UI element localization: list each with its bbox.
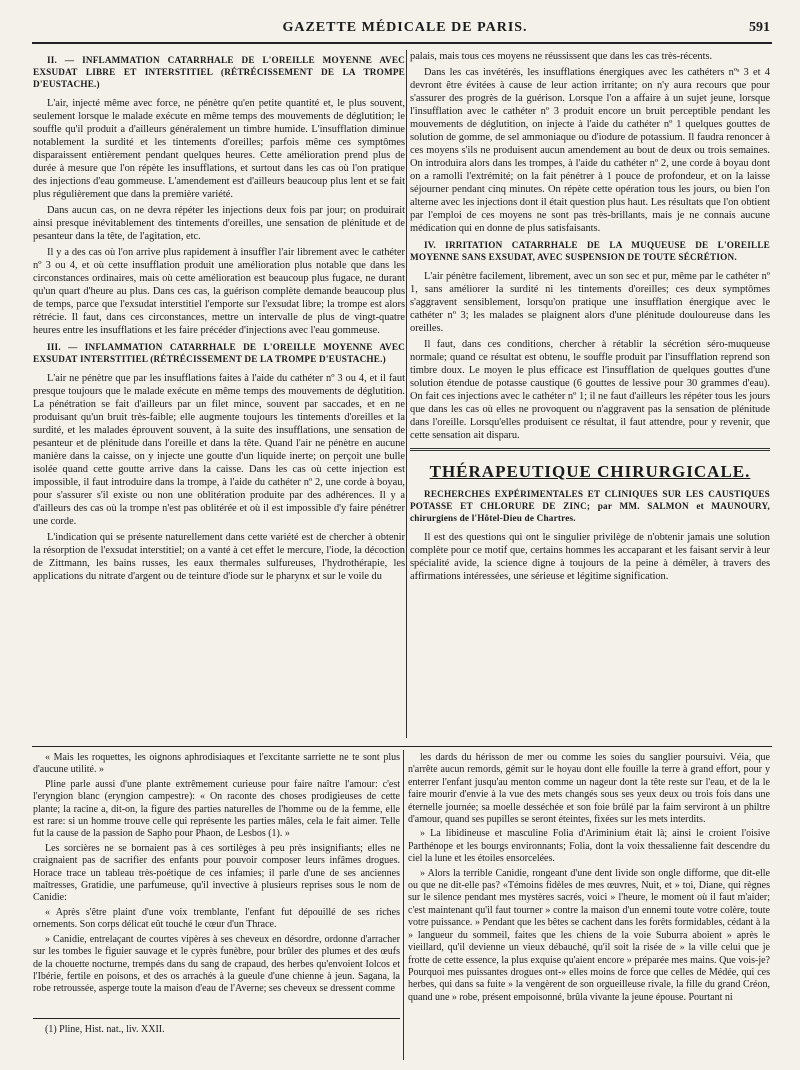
right-column [410,50,770,750]
footnote-rule [33,1018,400,1019]
page-header [40,20,770,42]
paragraph: Dans aucun cas, on ne devra répéter les injections deux fois par jour; on produirait ainsi presque inévitablement des tintements d'oreilles, une sensation de plénitude et de pesanteur dans la tête, de l'agitation, etc. [33,205,405,242]
section-2-heading: II. — INFLAMMATION CATARRHALE DE L'OREILLE MOYENNE AVEC EXSUDAT LIBRE ET INTERSTITIEL (RÉTRÉCISSEMENT DE LA TROMPE D'EUSTACHE.) [33,55,405,89]
paragraph: » La libidineuse et masculine Folia d'Ariminium était là; ainsi le croient l'oisive Parthénope et les bourgs environnants; Folia, dont la voix thessalienne fait descendre du ciel la lune et les étoiles ensorcelées. [408,828,770,865]
article-heading: RECHERCHES EXPÉRIMENTALES ET CLINIQUES SUR LES CAUSTIQUES POTASSE ET CHLORURE DE ZINC; par MM. SALMON et MAUNOURY, chirurgiens de l'Hôtel-Dieu de Chartres. [410,489,770,523]
column-divider [406,50,407,738]
paragraph: Il faut, dans ces conditions, chercher à rétablir la sécrétion séro-muqueuse normale; quand ce résultat est obtenu, le souffle produit par l'insufflation reprend son timbre doux. Le moyen le plus efficace est l'insufflation de quelques gouttes d'une solution étendue de potasse caustique (6 gouttes de lessive pour 30 grammes d'eau). On fait ces injections avec le cathéter nº 1; il ne faut d'ailleurs les répéter tous les jours que dans les cas où elles ne provoquent ou n'aggravent pas la sensation de plénitude dans l'oreille. Lorsqu'elles produisent ce résultat, il faut attendre, pour y revenir, que cette sensation ait disparu. [410,339,770,441]
footnote: (1) Pline, Hist. nat., liv. XXII. [45,1024,165,1035]
feuilleton-left-column [33,752,400,1014]
paragraph: L'air ne pénètre que par les insufflations faites à l'aide du cathéter nº 3 ou 4, et il faut presque toujours que le malade exécute en même temps des mouvements de déglutition. La pénétration se fait d'ailleurs par un filet mince, souvent par saccades, et en ne produisant qu'un bruit très-faible; elle augmente toujours les tintements d'oreilles et la surdité, et les malades éprouvent souvent, à la suite des insufflations, une sensation de pesanteur et de plénitude dans l'oreille et dans la tête. Quand l'air ne pénètre en aucune manière dans la caisse, on y injecte une goutte d'un liquide inerte; on perçoit une bulle isolée quand cette goutte arrive dans la caisse. Dans les cas où cette injection est impossible, il faut introduire dans la trompe, à l'aide du cathéter nº 2, une corde à boyau, pour s'assurer s'il existe ou non une oblitération produite par des adhérences. Il y a d'ailleurs des cas où la trompe n'est pas oblitérée et où il est impossible d'y faire pénétrer une corde. [33,373,405,527]
paragraph: palais, mais tous ces moyens ne réussissent que dans les cas très-récents. [410,51,713,62]
paragraph: « Mais les roquettes, les oignons aphrodisiaques et l'excitante sarriette ne te sont plus d'aucune utilité. » [33,752,400,776]
paragraph: Il y a des cas où l'on arrive plus rapidement à insuffler l'air librement avec le cathéter nº 3 ou 4, et où cette insufflation produit une amélioration plus notable que dans les circonstances ordinaires, mais où cette amélioration est beaucoup plus fugace, ne durant qu'un quart d'heure au plus. Dans ces cas, la guérison complète demande beaucoup plus de temps, parce que l'exsudat interstitiel l'emporte sur l'exsudat libre; la trompe est alors rétrécie. Il faut, dans ces circonstances, mettre un intervalle de plus de vingt-quatre heures entre les insufflations et les faire précéder d'injections avec l'eau gommeuse. [33,247,405,336]
paragraph: Dans les cas invétérés, les insufflations énergiques avec les cathéters nºˢ 3 et 4 devront être évitées à cause de leur action irritante; on n'y aura recours que pour s'assurer des progrès de la guérison. Lorsque l'on a affaire à un sujet jeune, lorsque l'insufflation avec le cathéter nº 3 produit encore un bruit perceptible pendant les mouvements de déglutition, on injecte à l'aide du cathéter nº 1 quelques gouttes de solution de gomme, de sel ammoniaque ou d'iodure de potassium. Il faudra renoncer à ces moyens s'ils ne produisent aucun amendement au bout de deux ou trois semaines. On introduira alors dans les trompes, à l'aide du cathéter nº 2, une corde à boyau dont on a ramolli l'extrémité; on la fait pénétrer à 1 pouce de profondeur, et on la laisse séjourner pendant cinq minutes. On répète cette opération tous les jours, ou bien l'on alterne avec les injections dont il était question plus haut. Les résultats que l'on obtient par l'emploi de ces moyens ne sont pas très-brillants, mais je ne connais aucune médication qui en donne de plus satisfaisants. [410,67,770,234]
section-4-heading: IV. IRRITATION CATARRHALE DE LA MUQUEUSE DE L'OREILLE MOYENNE SANS EXSUDAT, AVEC SUSPENSION DE TOUTE SÉCRÉTION. [410,240,770,262]
header-rule [32,42,772,44]
paragraph: les dards du hérisson de mer ou comme les soies du sanglier poursuivi. Véia, que n'arrête aucun remords, gémit sur le hoyau dont elle fouille la terre à grand effort, pour y enterrer l'enfant jusqu'au menton comme un nageur dont la tête reste sur l'eau, et de la le faire mourir d'envie à la vue des mets changés sous ses yeux deux ou trois fois dans une éternelle journée; sa moelle desséchée et son foie brûlé par la faim serviront à un philtre d'amour, quand ses pupilles se seront éteintes, fixées sur les mets interdits. [408,752,770,826]
feuilleton-divider [403,750,404,1060]
left-column [33,50,405,750]
paragraph: » Canidie, entrelaçant de courtes vipères à ses cheveux en désordre, ordonne d'arracher sur les tombes le figuier sauvage et le cyprès funèbre, pour brûler des plumes et des œufs de la chouette nocturne, trempés dans du sang de crapaud, des herbes qu'envoient Iolcos et l'Ibérie, fertile en poisons, et des os arrachés à la gueule d'une chienne à jeun. Sagana, la robe retroussée, asperge toute la maison d'eau de l'Averne; ses cheveux se dressent comme [33,933,400,995]
journal-title: GAZETTE MÉDICALE DE PARIS. [282,20,528,35]
section-divider [410,448,770,451]
paragraph: Les sorcières ne se bornaient pas à ces sortilèges à peu près insignifiants; elles ne craignaient pas de sacrifier des enfants pour pouvoir composer leurs infâmes drogues. Horace trace un tableau très-poétique de ces infamies; il parle d'une de ses anciennes maîtresses, Gratidie, une parfumeuse, qu'il invective à plusieurs reprises sous le nom de Canidie: [33,842,400,904]
paragraph: Pline parle aussi d'une plante extrêmement curieuse pour faire naître l'amour: c'est l'eryngion blanc (eryngion campestre): « On raconte des choses prodigieuses de cette plante; la racine a, dit-on, la figure des parties naturelles de l'homme ou de la femme, elle est rare: si un homme trouve celle qui représente les parties mâles, cela le fait aimer. Telle fut la cause de la passion de Sapho pour Phaon, de Lesbos (1). » [33,778,400,840]
page-number: 591 [749,20,770,35]
surgical-section-title: THÉRAPEUTIQUE CHIRURGICALE. [429,462,751,481]
paragraph: « Après s'être plaint d'une voix tremblante, l'enfant fut dépouillé de ses riches ornements. Son corps délicat eût touché le cœur d'un Thrace. [33,906,400,931]
paragraph: Il est des questions qui ont le singulier privilège de n'obtenir jamais une solution complète pour ce motif que, certains hommes les accaparant et les faisant servir à leur spécialité avide, la science digne à toujours de la peine à démêler, à travers des affirmations intéressées, une sérieuse et légitime signification. [410,532,770,582]
feuilleton-right-column [408,752,770,1052]
paragraph: L'air pénètre facilement, librement, avec un son sec et pur, même par le cathéter nº 1, sans améliorer la surdité ni les tintements d'oreilles; ces deux symptômes s'aggravent sensiblement, lorsqu'on pratique une insufflation énergique avec le cathéter nº 3; les malades se plaignent alors d'une plénitude douloureuse dans les oreilles. [410,271,770,334]
feuilleton-rule [32,746,772,747]
paragraph: L'air, injecté même avec force, ne pénètre qu'en petite quantité et, le plus souvent, seulement lorsque le malade exécute en même temps des mouvements de déglutition; le souffle qu'il produit a d'ailleurs généralement un timbre humide. L'insufflation diminue notablement la surdité et les tintements d'oreilles; parfois même ces symptômes disparaissent entièrement pendant quelques heures. Cette amélioration prend plus de durée à mesure que l'on répète les insufflations, et surtout dans les cas où l'on pratique des injections d'eau gommeuse. L'amendement est d'ailleurs beaucoup plus lent et se fait plus régulièrement que dans la première variété. [33,98,405,200]
section-3-heading: III. — INFLAMMATION CATARRHALE DE L'OREILLE MOYENNE AVEC EXSUDAT INTERSTITIEL (RÉTRÉCISSEMENT DE LA TROMPE D'EUSTACHE.) [33,342,405,364]
paragraph: » Alors la terrible Canidie, rongeant d'une dent livide son ongle difforme, que dit-elle ou que ne dit-elle pas? «Témoins fidèles de mes œuvres, Nuit, et » toi, Diane, qui règnes sur le silence pendant mes mystères sacrés, voici » l'heure, le moment où il faut m'aider; c'est maintenant qu'il faut tourner » contre la maison d'un ennemi toute votre colère, toute votre puissance. » Pendant que les bêtes se cachent dans les forêts formidables, cédant à la » langueur du sommeil, faites que les chiens de la voie Suburra aboient » après le vieillard, qu'il devienne un vieux débauché, qu'il soit la risée de » la ville celui que je frotte de cette essence, la plus exquise qu'aient encore » préparée mes mains. Que vois-je? Pourquoi mes puissantes drogues ont-» elles moins de force que celles de Médée, qui ces herbes, qui dans sa fuite » la vengèrent de son orgueilleuse rivale, la fille du grand Créon, quand une » robe, présent empoisonné, brûla vivante la jeune épouse. Pourtant ni [408,867,770,1003]
paragraph: L'indication qui se présente naturellement dans cette variété est de chercher à obtenir la résorption de l'exsudat interstitiel; on a vanté à cet effet le mercure, l'iode, la décoction de Zittmann, les bains russes, les eaux thermales sulfureuses, l'hydrothérapie, les applications du nitrate d'argent ou de teinture d'iode sur le pharynx et sur le voile du [33,532,405,582]
